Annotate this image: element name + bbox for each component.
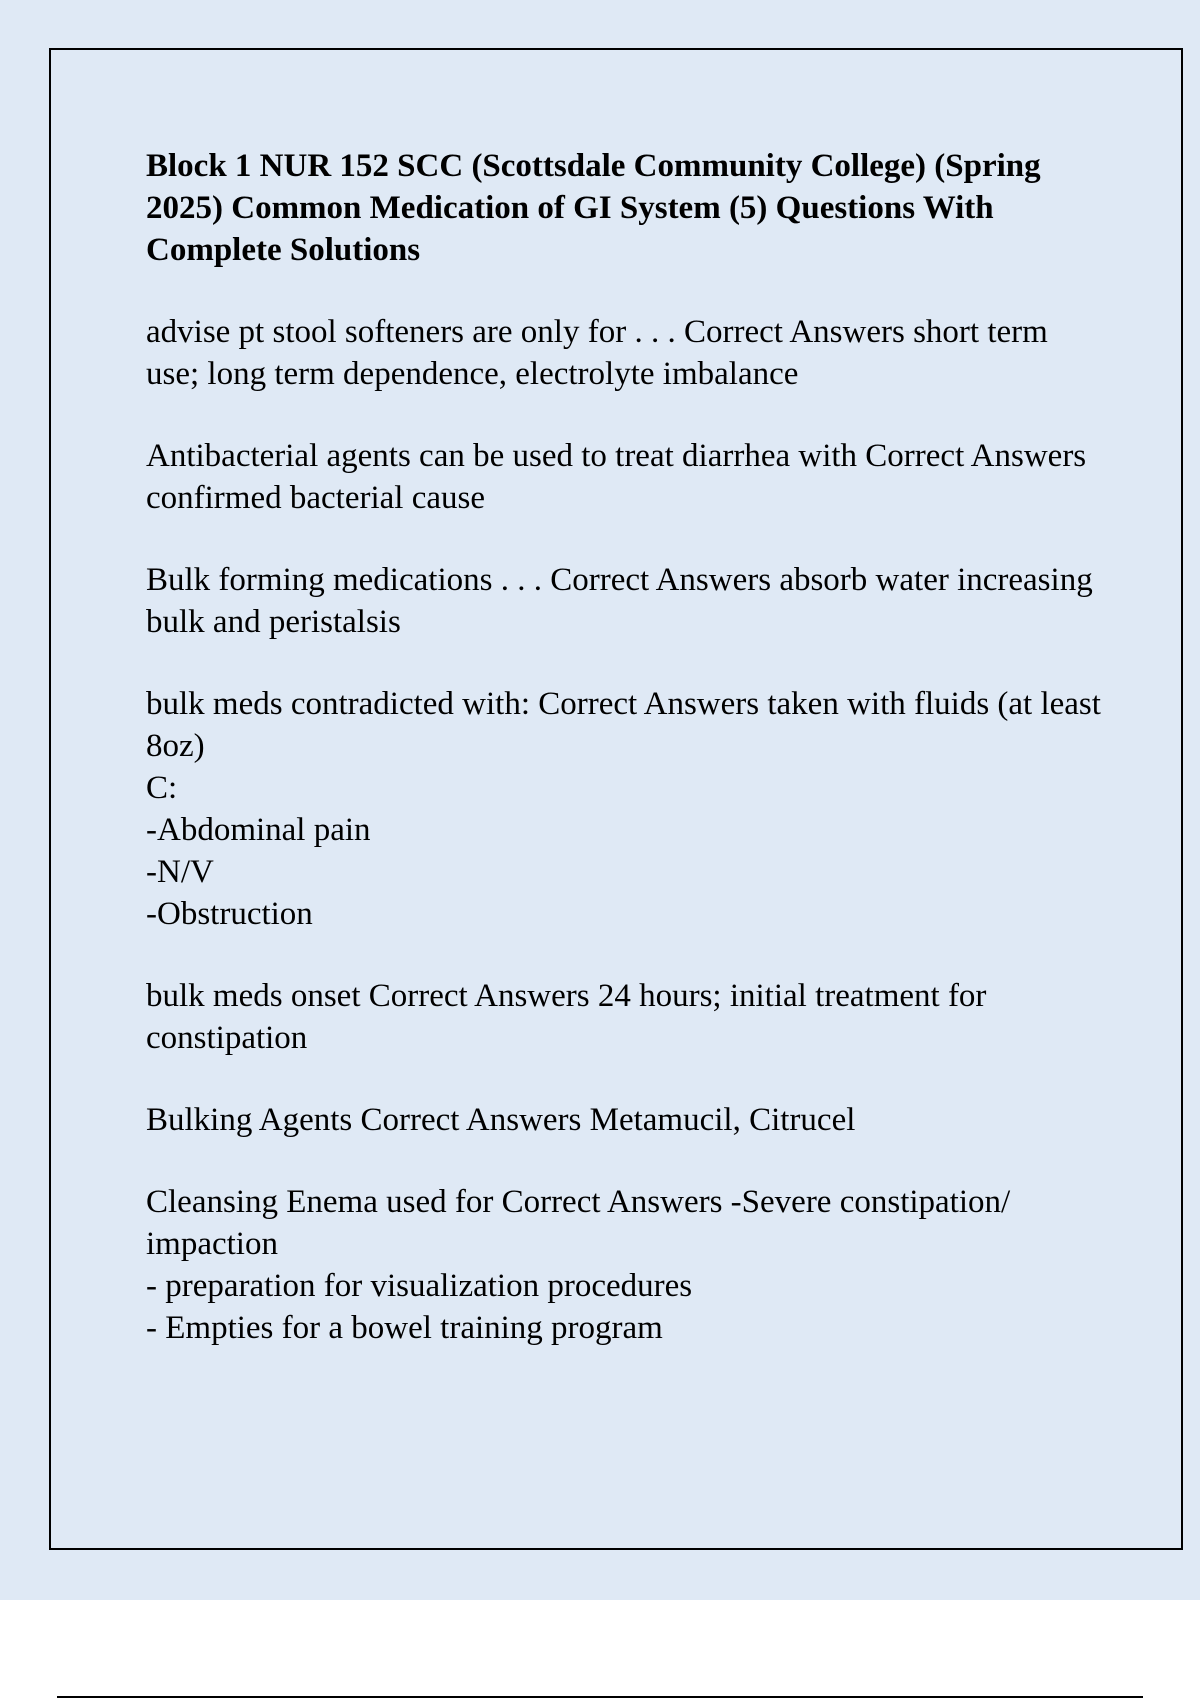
qa-entry-antibacterial-agents — [146, 435, 1106, 519]
qa-entry-bulking-agents — [146, 1099, 1106, 1141]
qa-line: Bulking Agents Correct Answers Metamucil, Citrucel — [146, 1102, 856, 1138]
qa-line: Bulk forming medications . . . Correct Answers absorb water increasing bulk and peristalsis — [146, 562, 1093, 640]
qa-line: C: — [146, 770, 178, 806]
qa-line: advise pt stool softeners are only for . . . Correct Answers short term use; long term dependence, electrolyte imbalance — [146, 314, 1048, 392]
footer-divider — [57, 1696, 1143, 1698]
qa-entry-stool-softeners — [146, 311, 1106, 395]
qa-line: -Abdominal pain — [146, 812, 371, 848]
qa-line: bulk meds contradicted with: Correct Answers taken with fluids (at least 8oz) — [146, 686, 1101, 764]
qa-line: Cleansing Enema used for Correct Answers -Severe constipation/ impaction — [146, 1184, 1011, 1262]
qa-line: -N/V — [146, 854, 214, 890]
qa-entry-bulk-onset — [146, 975, 1106, 1059]
qa-entry-bulk-contraindications — [146, 683, 1106, 935]
qa-line: Antibacterial agents can be used to treat diarrhea with Correct Answers confirmed bacterial cause — [146, 438, 1087, 516]
qa-line: - preparation for visualization procedures — [146, 1268, 693, 1304]
qa-line: bulk meds onset Correct Answers 24 hours; initial treatment for constipation — [146, 978, 987, 1056]
qa-entry-bulk-forming — [146, 559, 1106, 643]
qa-entry-cleansing-enema — [146, 1181, 1106, 1349]
qa-line: -Obstruction — [146, 896, 313, 932]
qa-line: - Empties for a bowel training program — [146, 1310, 663, 1346]
document-body — [146, 145, 1106, 1389]
document-title: Block 1 NUR 152 SCC (Scottsdale Community College) (Spring 2025) Common Medication of GI System (5) Questions With Complete Solutions — [146, 148, 1041, 268]
